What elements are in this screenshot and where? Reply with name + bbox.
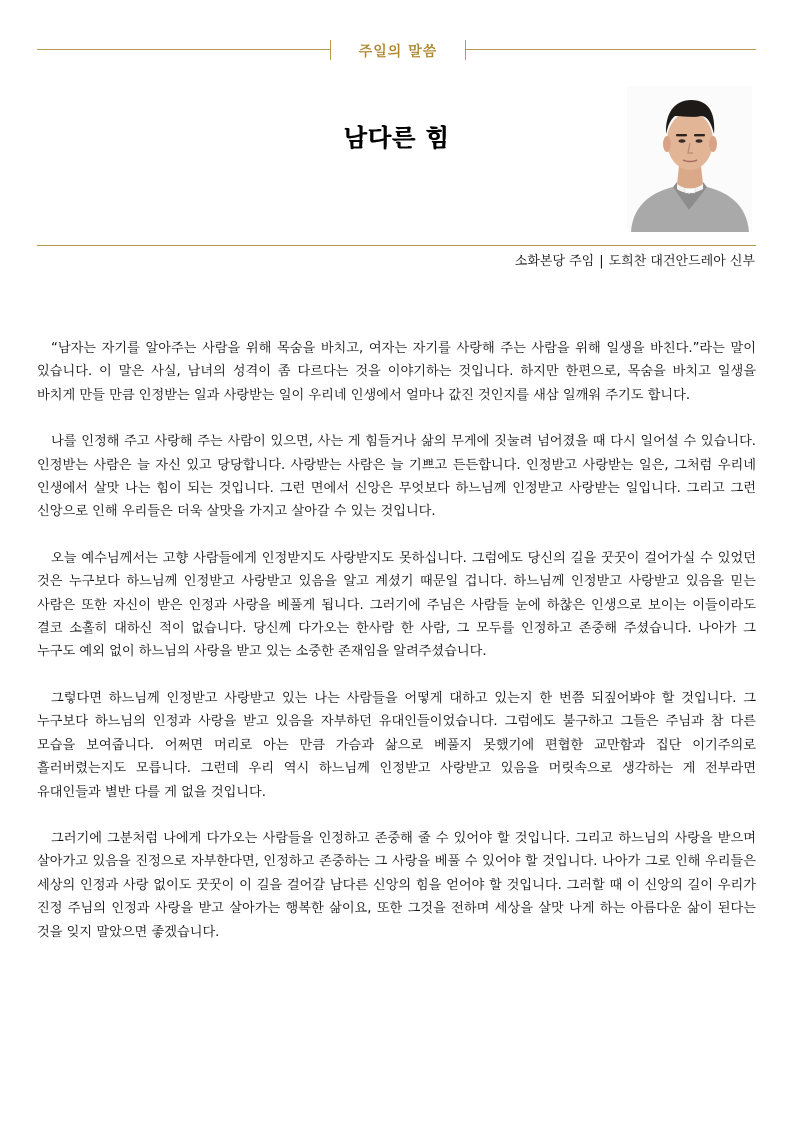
paragraph: 오늘 예수님께서는 고향 사람들에게 인정받지도 사랑받지도 못하십니다. 그럼에도 당신의 길을 꿋꿋이 걸어가실 수 있었던 것은 누구보다 하느님께 인정받고 사랑받고 있음을 알고 계셨기 때문일 겁니다. 하느님께 인정받고 사랑받고 있음을 믿는 사람은 또한 자신이 받은 인정과 사랑을 베풀게 됩니다. 그러기에 주님은 사람들 눈에 하찮은 인생으로 보이는 이들이라도 결코 소홀히 대하신 적이 없습니다. 당신께 다가오는 한사람 한 사람, 그 모두를 인정하고 존중해 주셨습니다. 나아가 그 누구도 예외 없이 하느님의 사랑을 받고 있는 소중한 존재임을 알려주셨습니다.	[37, 550, 756, 660]
paragraph: 그렇다면 하느님께 인정받고 사랑받고 있는 나는 사람들을 어떻게 대하고 있는지 한 번쯤 되짚어봐야 할 것입니다. 그 누구보다 하느님의 인정과 사랑을 받고 있음을 자부하던 유대인들이었습니다. 그럼에도 불구하고 그들은 주님과 참 다른 모습을 보여줍니다. 어쩌면 머리로 아는 만큼 가슴과 삶으로 베풀지 못했기에 편협한 교만함과 집단 이기주의로 흘러버렸는지도 모릅니다. 그런데 우리 역시 하느님께 인정받고 사랑받고 있음을 머릿속으로 생각하는 게 전부라면 유대인들과 별반 다를 게 없을 것입니다.	[37, 690, 756, 800]
article-title: 남다른 힘	[343, 124, 450, 152]
author-name: 도희찬 대건안드레아 신부	[608, 254, 755, 269]
author-byline	[515, 250, 755, 269]
paragraph: “남자는 자기를 알아주는 사람을 위해 목숨을 바치고, 여자는 자기를 사랑해 주는 사람을 위해 일생을 바친다.”라는 말이 있습니다. 이 말은 사실, 남녀의 성격이 좀 다르다는 것을 이야기하는 것입니다. 하지만 한편으로, 목숨을 바치고 일생을 바치게 만들 만큼 인정받는 일과 사랑받는 일이 우리네 인생에서 얼마나 값진 것인지를 새삼 일깨워 주기도 합니다.	[37, 341, 756, 403]
author-photo	[627, 86, 752, 232]
section-label: 주일의 말씀	[358, 44, 438, 60]
header-divider	[37, 245, 756, 246]
section-header	[37, 36, 756, 66]
paragraph: 그러기에 그분처럼 나에게 다가오는 사람들을 인정하고 존중해 줄 수 있어야 할 것입니다. 그리고 하느님의 사랑을 받으며 살아가고 있음을 진정으로 자부한다면, 인정하고 존중하는 그 사랑을 베풀 수 있어야 할 것입니다. 나아가 그로 인해 우리들은 세상의 인정과 사랑 없이도 꿋꿋이 이 길을 걸어갈 남다른 신앙의 힘을 얻어야 할 것입니다. 그러할 때 이 신앙의 길이 우리가 진정 주님의 인정과 사랑을 받고 살아가는 행복한 삶이요, 또한 그것을 전하며 세상을 살맛 나게 하는 아름다운 삶이 된다는 것을 잊지 말았으면 좋겠습니다.	[37, 830, 756, 940]
header-tick-right	[465, 40, 466, 60]
header-rule-left	[37, 49, 330, 50]
paragraph: 나를 인정해 주고 사랑해 주는 사람이 있으면, 사는 게 힘들거나 삶의 무게에 짓눌려 넘어졌을 때 다시 일어설 수 있습니다. 인정받는 사람은 늘 자신 있고 당당합니다. 사랑받는 사람은 늘 기쁘고 든든합니다. 인정받고 사랑받는 일은, 그처럼 우리네 인생에서 살맛 나는 힘이 되는 것입니다. 그런 면에서 신앙은 무엇보다 하느님께 인정받고 사랑받는 일입니다. 그리고 그런 신앙으로 인해 우리들은 더욱 살맛을 가지고 살아갈 수 있는 것입니다.	[37, 434, 756, 520]
byline-separator: |	[599, 254, 604, 269]
header-rule-right	[465, 49, 756, 50]
author-parish: 소화본당 주임	[514, 254, 595, 269]
article-body	[37, 337, 756, 967]
priest-portrait-icon	[627, 86, 752, 232]
